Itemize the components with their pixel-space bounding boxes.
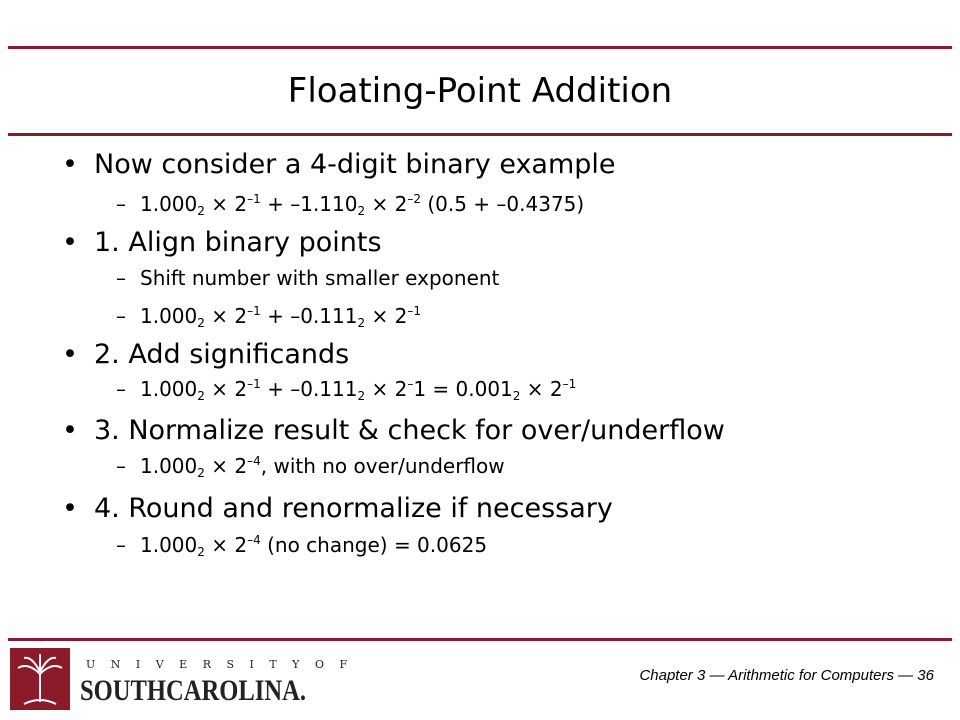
bullet-item [62,226,382,260]
sub-bullet-item [116,264,499,292]
text-run: × 2 [204,192,248,216]
text-run: (no change) = 0.0625 [260,533,488,557]
text-run: 1.000 [140,533,198,557]
item-text: 4. Round and renormalize if necessary [94,493,613,524]
subscript: 2 [357,389,366,403]
bullet-item [62,148,616,182]
superscript: – [407,377,414,391]
item-text [140,454,505,478]
text-run: 1 = 0.001 [413,377,513,401]
slide-title: Floating-Point Addition [287,71,673,111]
item-text [140,304,421,328]
superscript: –2 [407,192,421,206]
text-run: + –1.110 [260,192,358,216]
superscript: –4 [247,454,261,468]
logo-university-of-text: U N I V E R S I T Y O F [86,658,354,671]
text-run: 1.000 [140,454,198,478]
item-text: Shift number with smaller exponent [140,266,500,290]
superscript: –1 [407,304,421,318]
dash-marker: – [116,266,126,290]
footer-caption: Chapter 3 — Arithmetic for Computers — 36 [639,667,934,684]
text-run: × 2 [365,377,408,401]
text-run: 1.000 [140,377,198,401]
item-text: 2. Add significands [94,339,350,370]
text-run: × 2 [365,192,408,216]
dash-marker: – [116,533,126,557]
dash-marker: – [116,192,126,216]
superscript: –1 [247,304,261,318]
text-run: × 2 [204,454,248,478]
text-run: + –0.111 [260,304,358,328]
text-run: + –0.111 [260,377,358,401]
superscript: –1 [247,377,261,391]
subscript: 2 [197,389,205,403]
sub-bullet-item [116,302,421,330]
item-text: Now consider a 4-digit binary example [94,149,616,180]
sub-bullet-item [116,190,584,218]
superscript: –1 [247,192,261,206]
text-run: × 2 [520,377,563,401]
subscript: 2 [197,466,205,480]
subscript: 2 [357,204,366,218]
text-run: × 2 [204,304,248,328]
text-run: (0.5 + –0.4375) [420,192,585,216]
title-underline [8,133,952,136]
text-run: × 2 [204,533,248,557]
sub-bullet-item [116,531,487,559]
bullet-marker: • [62,415,78,446]
dash-marker: – [116,454,126,478]
top-rule [8,46,952,49]
text-run: × 2 [204,377,248,401]
bullet-marker: • [62,227,78,258]
item-text [140,192,584,216]
bullet-marker: • [62,493,78,524]
superscript: –4 [247,533,261,547]
sub-bullet-item [116,375,576,403]
text-run: × 2 [365,304,408,328]
bullet-item [62,338,349,372]
item-text: 1. Align binary points [94,227,382,258]
superscript: –1 [562,377,577,391]
text-run: , with no over/underflow [260,454,505,478]
university-logo [10,648,354,710]
bullet-item [62,414,725,448]
item-text [140,377,576,401]
bullet-marker: • [62,339,78,370]
item-text [140,533,487,557]
footer-rule [8,638,952,641]
dash-marker: – [116,377,126,401]
bullet-marker: • [62,149,78,180]
text-run: 1.000 [140,304,198,328]
subscript: 2 [197,316,205,330]
subscript: 2 [197,204,205,218]
item-text: 3. Normalize result & check for over/underflow [94,415,725,446]
text-run: 1.000 [140,192,198,216]
subscript: 2 [357,316,366,330]
bullet-item [62,492,613,526]
subscript: 2 [197,545,205,559]
subscript: 2 [512,389,521,403]
logo-south-carolina-text: SOUTHCAROLINA. [80,674,306,707]
sub-bullet-item [116,452,505,480]
dash-marker: – [116,304,126,328]
